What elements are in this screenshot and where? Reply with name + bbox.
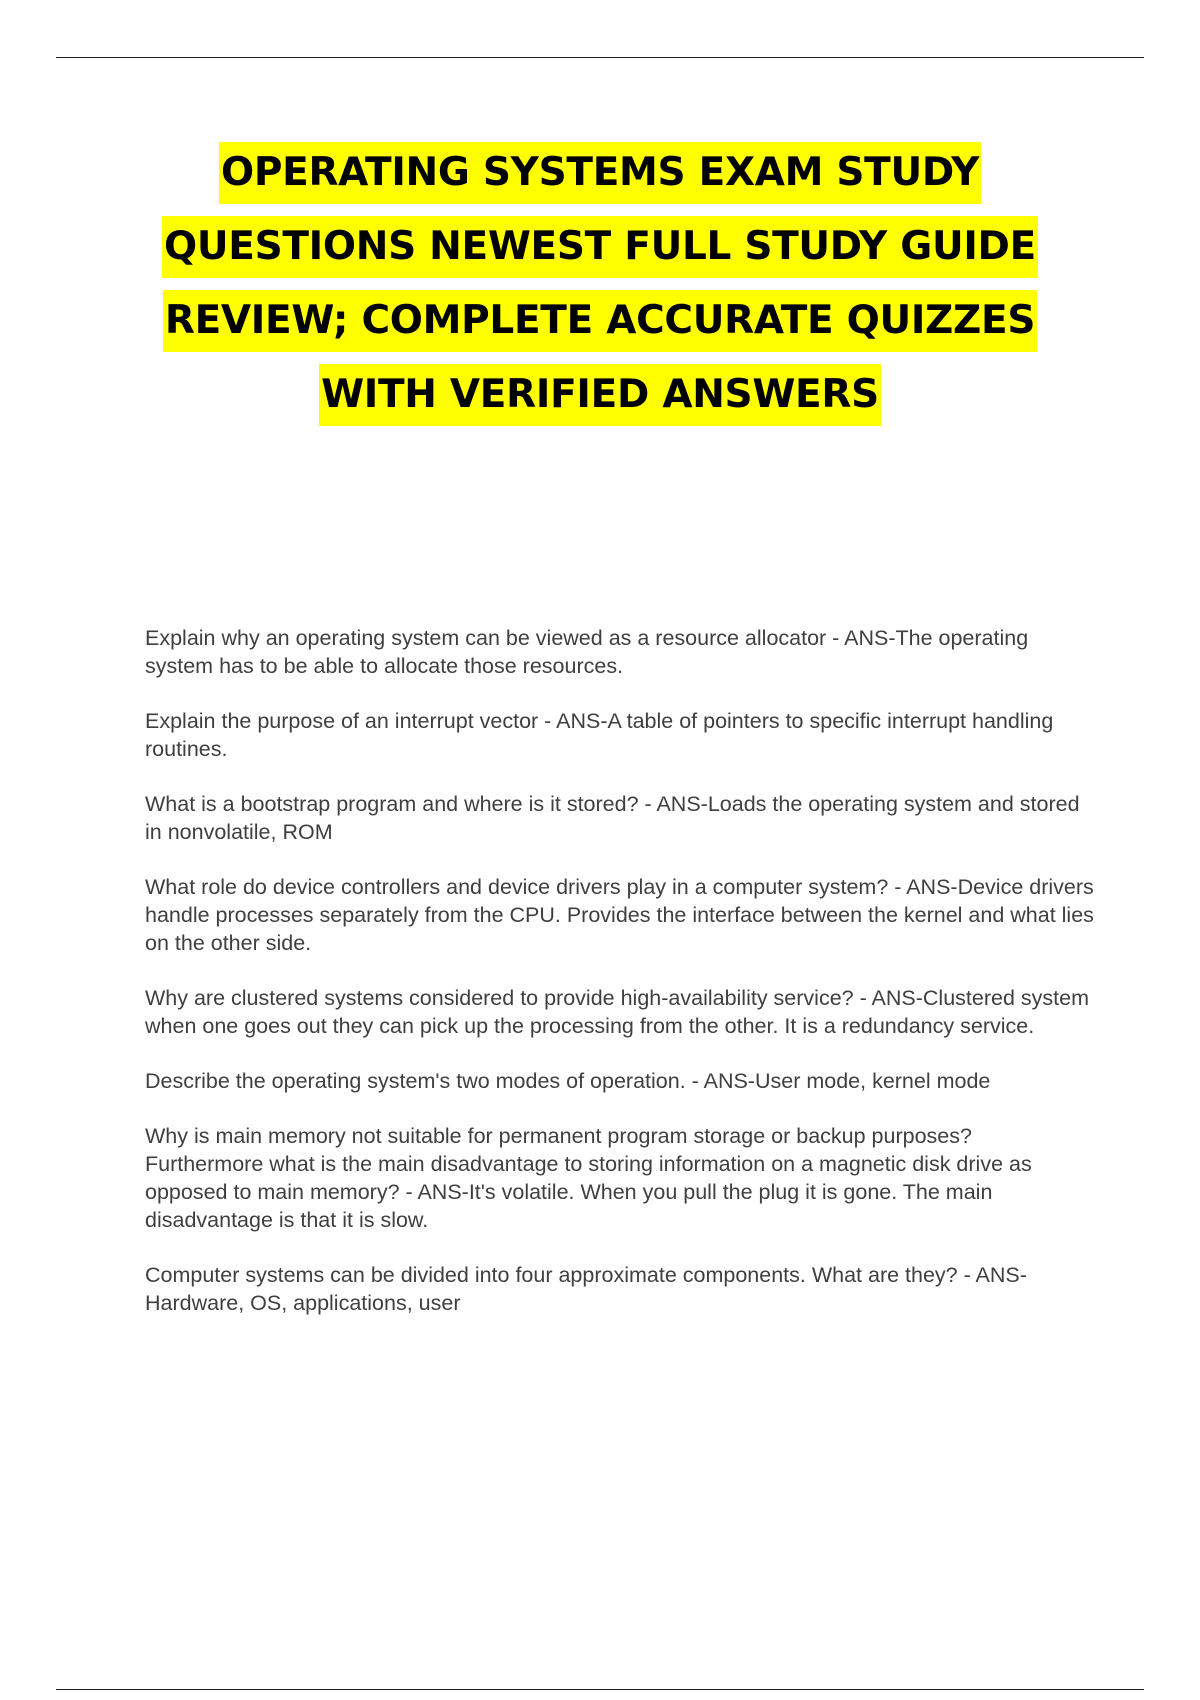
qa-item-7: Why is main memory not suitable for permanent program storage or backup purposes? Furthermore what is the main disadvantage to storing information on a magnetic disk drive as opposed to main memory? - ANS-It's volatile. When you pull the plug it is gone. The main disadvantage is that it is slow. bbox=[145, 1124, 1032, 1232]
title-line-4: WITH VERIFIED ANSWERS bbox=[319, 364, 881, 426]
qa-item-6: Describe the operating system's two modes of operation. - ANS-User mode, kernel mode bbox=[145, 1069, 991, 1093]
qa-item-2: Explain the purpose of an interrupt vector - ANS-A table of pointers to specific interrupt handling routines. bbox=[145, 709, 1054, 761]
qa-item-3: What is a bootstrap program and where is it stored? - ANS-Loads the operating system and stored in nonvolatile, ROM bbox=[145, 792, 1080, 844]
title-line-1: OPERATING SYSTEMS EXAM STUDY bbox=[219, 142, 981, 204]
bottom-rule bbox=[56, 1689, 1144, 1690]
top-rule bbox=[56, 57, 1144, 58]
title-line-2: QUESTIONS NEWEST FULL STUDY GUIDE bbox=[162, 216, 1038, 278]
qa-list bbox=[145, 624, 1095, 1344]
qa-item-8: Computer systems can be divided into four approximate components. What are they? - ANS-Hardware, OS, applications, user bbox=[145, 1263, 1027, 1315]
qa-item-4: What role do device controllers and device drivers play in a computer system? - ANS-Device drivers handle processes separately from the CPU. Provides the interface between the kernel and what lies on the other side. bbox=[145, 875, 1094, 955]
qa-item-1: Explain why an operating system can be viewed as a resource allocator - ANS-The operating system has to be able to allocate those resources. bbox=[145, 626, 1029, 678]
document-title bbox=[70, 142, 1130, 438]
qa-item-5: Why are clustered systems considered to provide high-availability service? - ANS-Clustered system when one goes out they can pick up the processing from the other. It is a redundancy service. bbox=[145, 986, 1089, 1038]
title-line-3: REVIEW; COMPLETE ACCURATE QUIZZES bbox=[163, 290, 1037, 352]
